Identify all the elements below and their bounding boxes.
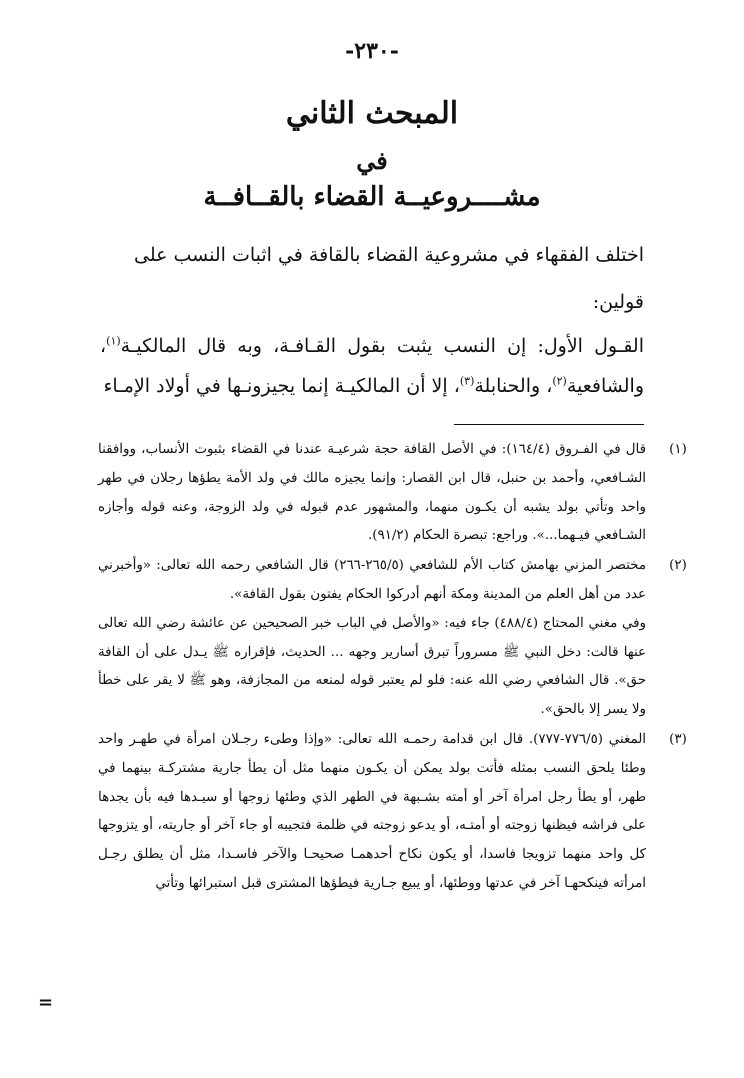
- footnote-number: (٣): [669, 731, 687, 747]
- continuation-mark: =: [38, 992, 54, 1013]
- intro-line-2: قولين:: [592, 291, 644, 313]
- footnote-text: وفي مغني المحتاج (٤٨٨/٤) جاء فيه: «والأصل في الباب خبر الصحيحين عن عائشة رضي الله تعالى عنها قالت: دخل النبي ﷺ مسروراً تبرق أسارير وجهه ... الحديث، فإقراره ﷺ يـدل على أن القافة حق». قال الشافعي رضي الله عنه: فلو لم يعتبر قوله لمنعه من المجازفة، وهو ﷺ لا يقر على خطأ ولا يسر إلا بالحق».: [98, 615, 646, 718]
- first-opinion-paragraph: [100, 326, 644, 406]
- footnote-number: (١): [669, 442, 687, 457]
- opinion-text-a: القـول الأول: إن النسب يثبت بقول القـافـة، وبه قال المالكيـة: [120, 335, 644, 357]
- section-title-connector: في: [356, 146, 388, 175]
- footnote-ref-3[interactable]: (٣): [459, 374, 475, 388]
- footnote-1: [98, 436, 698, 551]
- footnote-ref-1[interactable]: (١): [106, 334, 121, 348]
- opinion-text-c: ، والحنابلة: [474, 375, 553, 397]
- opinion-text-d: ، إلا أن المالكيـة إنما يجيزونـها في أولاد الإمـاء: [103, 375, 460, 397]
- footnotes-section: [98, 436, 698, 899]
- intro-paragraph: [100, 232, 644, 326]
- page-number: -٢٣٠-: [345, 38, 399, 64]
- footnote-ref-2[interactable]: (٢): [552, 374, 567, 388]
- section-title: المبحث الثاني: [285, 96, 459, 131]
- footnote-2: [98, 552, 698, 725]
- footnote-3: [98, 726, 698, 899]
- opinion-text-b: ، والشافعية: [100, 335, 644, 397]
- footnote-text: مختصر المزني بهامش كتاب الأم للشافعي (٢٦٥/٥-٢٦٦) قال الشافعي رحمه الله تعالى: «وأخبرني عدد من أهل العلم من المدينة ومكة أنهم أدركوا الحكام يفتون بقول القافة».: [98, 558, 646, 602]
- footnote-text: قال في الفـروق (١٦٤/٤): في الأصل القافة حجة شرعيـة عندنا في القضاء بثبوت الأنساب، ووافقنا الشـافعي، وأحمد بن حنبل، قال ابن القصار: وإنما يجيزه مالك في ولد الأمة يطؤها رجلان في طهر واحد وتأتي بولد يشبه أن يكـون منهما، والمشهور عدم قبوله في ولد الزوجة، وعنه قوله وأجازه الشـافعي فيـهما...». وراجع: تبصرة الحكام (٩١/٢).: [98, 442, 646, 544]
- footnote-text: المغني (٧٧٦/٥-٧٧٧). قال ابن قدامة رحمـه الله تعالى: «وإذا وطىء رجـلان امرأة في طهـر واحد وطئا يلحق النسب بمثله فأتت بولد يمكن أن يكـون منهما مثل أن يطأ جارية مشتركـة بينهما في طهر، أو يطأ رجل امرأة آخر أو أمته بشـبهة في الطهر الذي وطئها زوجها أو سيـدها فيه بأن يجدها على فراشه فيظنها زوجته أو أمتـه، أو يدعو زوجته في ظلمة فتجيبه أو جاء آخر أو جاريته، أو يتزوجها كل واحد منهما تزويجا فاسدا، أو يكون نكاح أحدهمـا صحيحـا والآخر فاسـدا، مثل أن يطلق رجـل امرأته فينكحهـا آخر في عدتها ووطئها، أو يبيع جـارية فيطؤها المشترى قبل استبرائها وتأتي: [98, 731, 646, 891]
- intro-line-1: اختلف الفقهاء في مشروعية القضاء بالقافة في اثبات النسب على: [134, 244, 644, 266]
- section-subtitle: مشــــروعيــة القضاء بالقــافــة: [203, 182, 541, 212]
- footnote-divider: [454, 424, 644, 425]
- footnote-number: (٢): [669, 558, 687, 574]
